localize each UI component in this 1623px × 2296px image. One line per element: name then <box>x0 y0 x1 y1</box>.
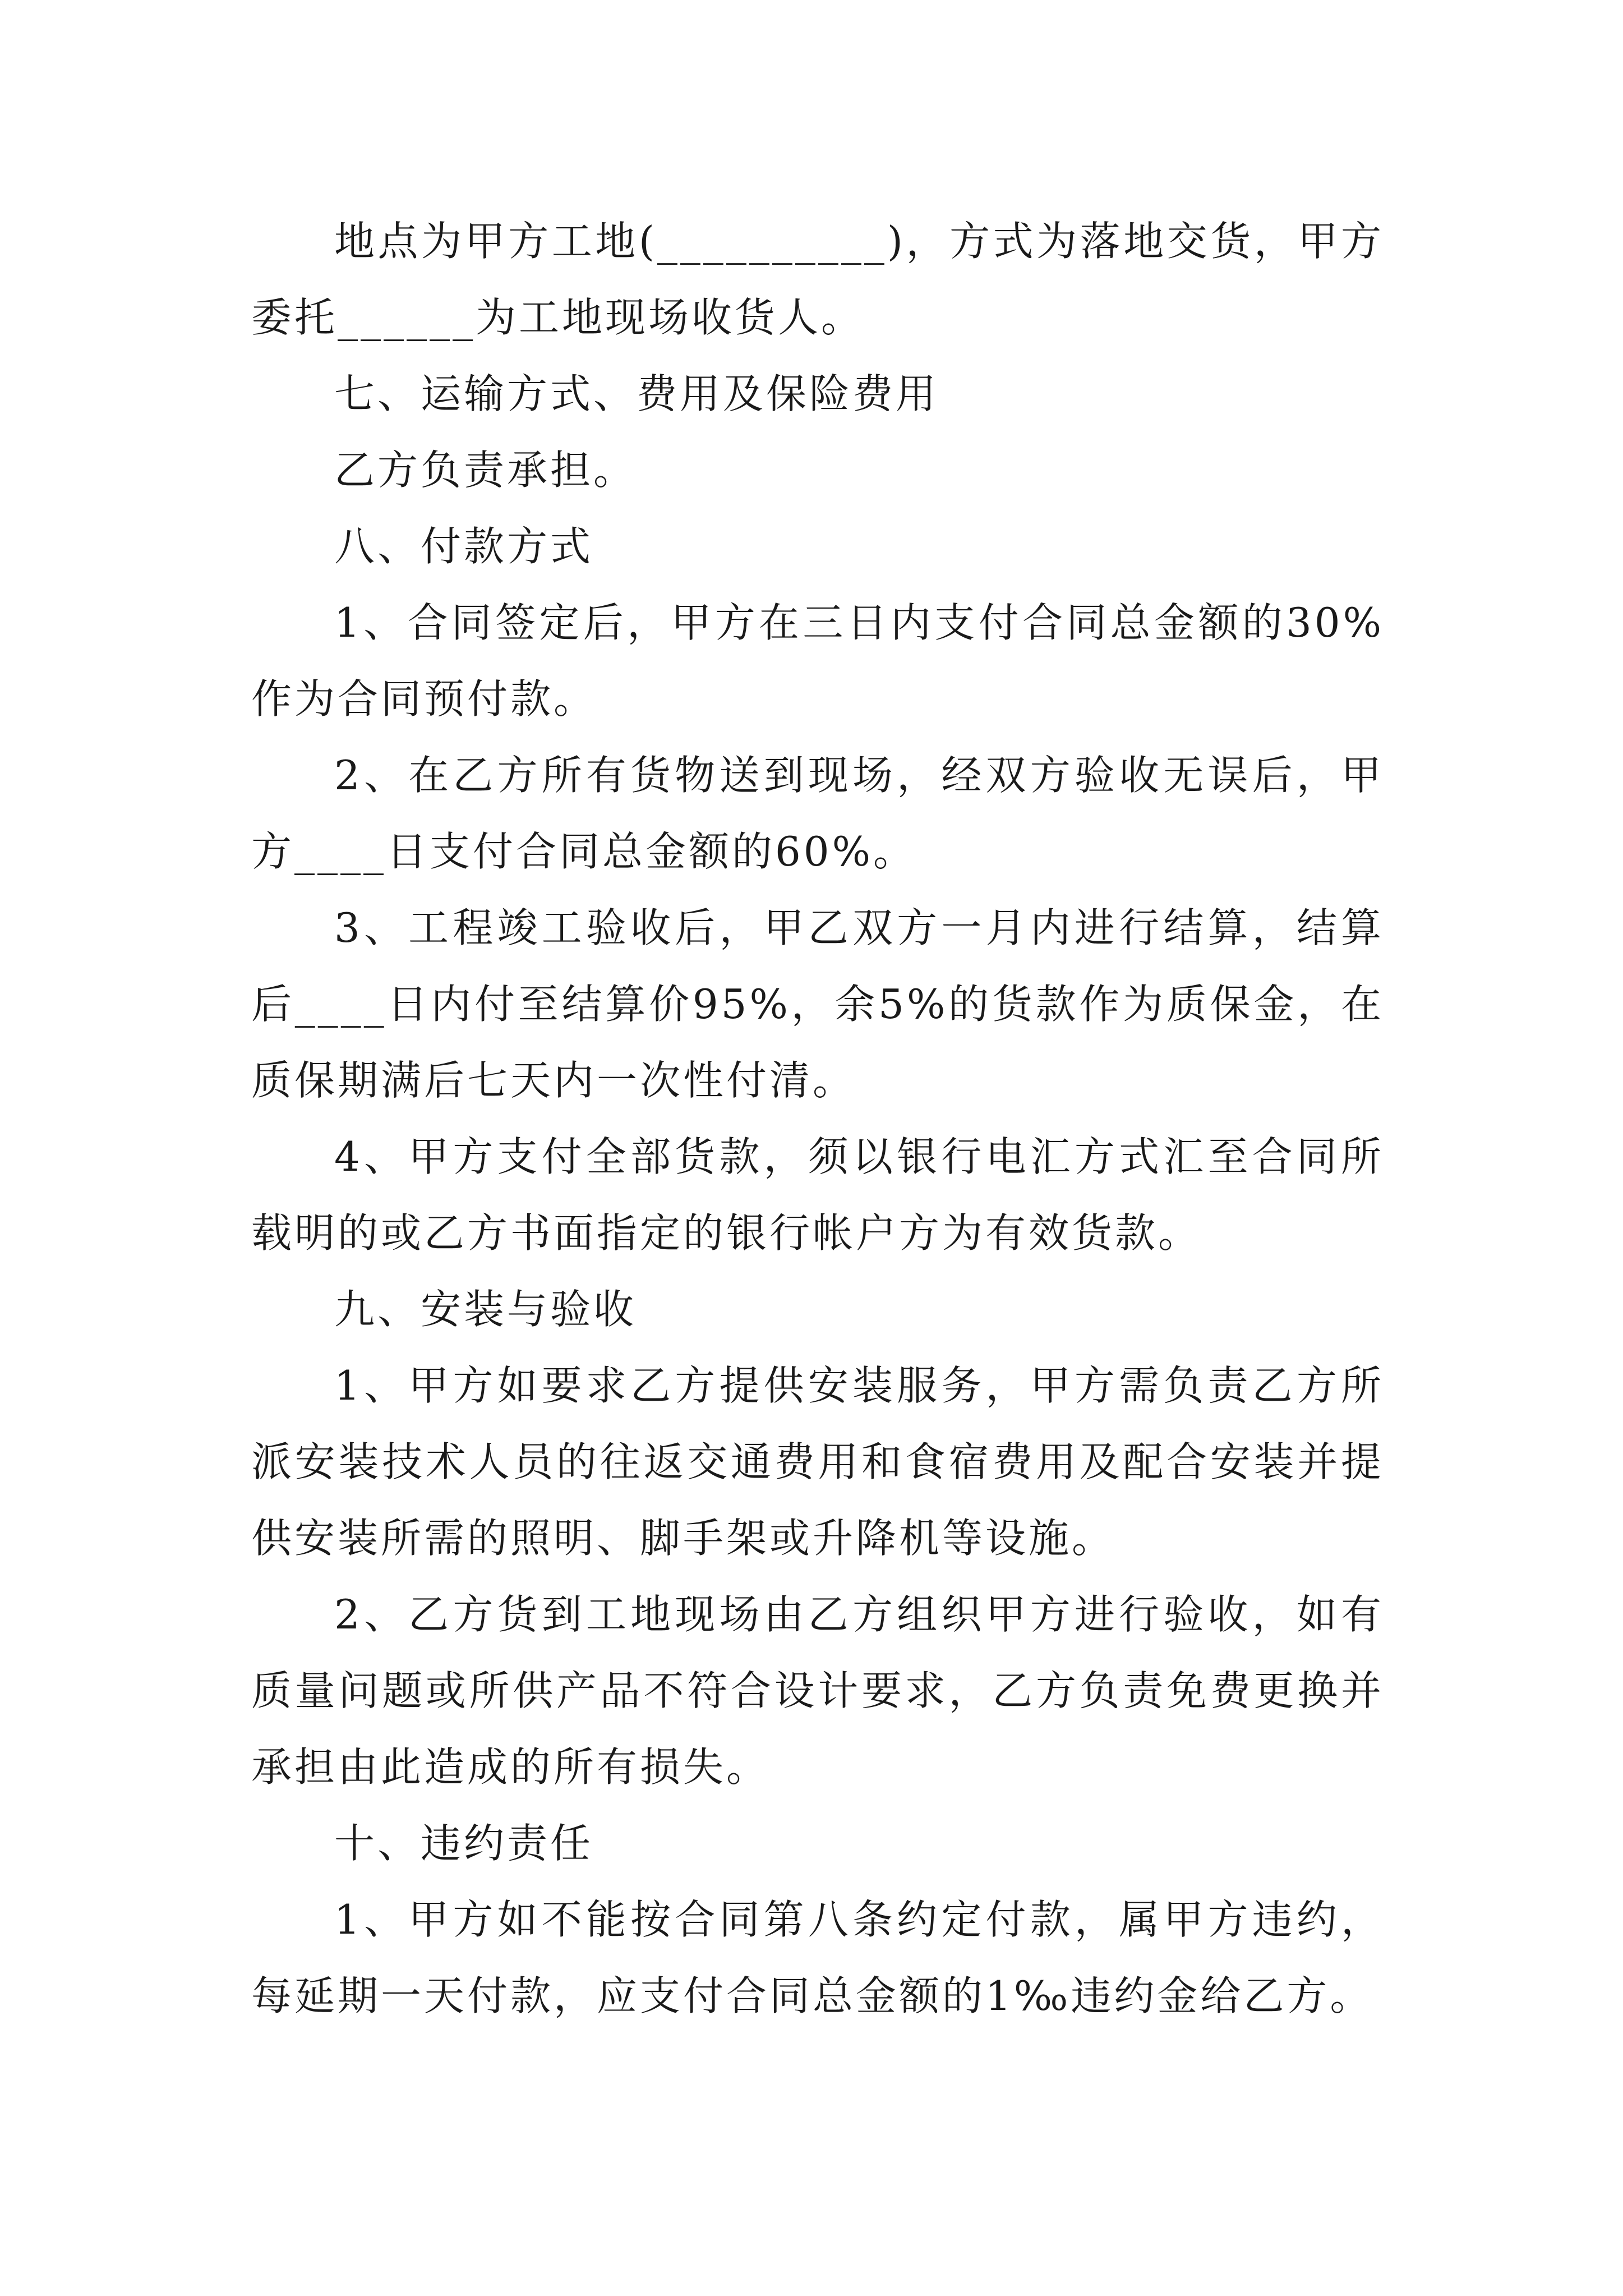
paragraph-payment-3: 3、工程竣工验收后，甲乙双方一月内进行结算，结算后____日内付至结算价95%，余5%的货款作为质保金，在质保期满后七天内一次性付清。 <box>251 904 1384 1104</box>
paragraph-delivery-location: 地点为甲方工地(__________)，方式为落地交货，甲方委托______为工地现场收货人。 <box>251 218 1384 341</box>
paragraph-installation-2: 2、乙方货到工地现场由乙方组织甲方进行验收，如有质量问题或所供产品不符合设计要求，乙方负责免费更换并承担由此造成的所有损失。 <box>251 1591 1384 1791</box>
paragraph-installation-1: 1、甲方如要求乙方提供安装服务，甲方需负责乙方所派安装技术人员的往返交通费用和食宿费用及配合安装并提供安装所需的照明、脚手架或升降机等设施。 <box>251 1362 1384 1562</box>
paragraph-payment-4: 4、甲方支付全部货款，须以银行电汇方式汇至合同所载明的或乙方书面指定的银行帐户方为有效货款。 <box>251 1133 1384 1257</box>
paragraph-payment-2: 2、在乙方所有货物送到现场，经双方验收无误后，甲方____日支付合同总金额的60%。 <box>251 752 1384 875</box>
document-body <box>251 203 1384 2034</box>
paragraph-transport-cost: 乙方负责承担。 <box>334 447 637 494</box>
paragraph-liability-1: 1、甲方如不能按合同第八条约定付款，属甲方违约，每延期一天付款，应支付合同总金额的1‰违约金给乙方。 <box>251 1896 1384 2019</box>
heading-installation: 九、安装与验收 <box>334 1286 637 1333</box>
heading-liability: 十、违约责任 <box>334 1820 594 1867</box>
paragraph-payment-1: 1、合同签定后，甲方在三日内支付合同总金额的30%作为合同预付款。 <box>251 599 1384 723</box>
heading-transport: 七、运输方式、费用及保险费用 <box>334 370 939 417</box>
heading-payment: 八、付款方式 <box>334 523 594 570</box>
